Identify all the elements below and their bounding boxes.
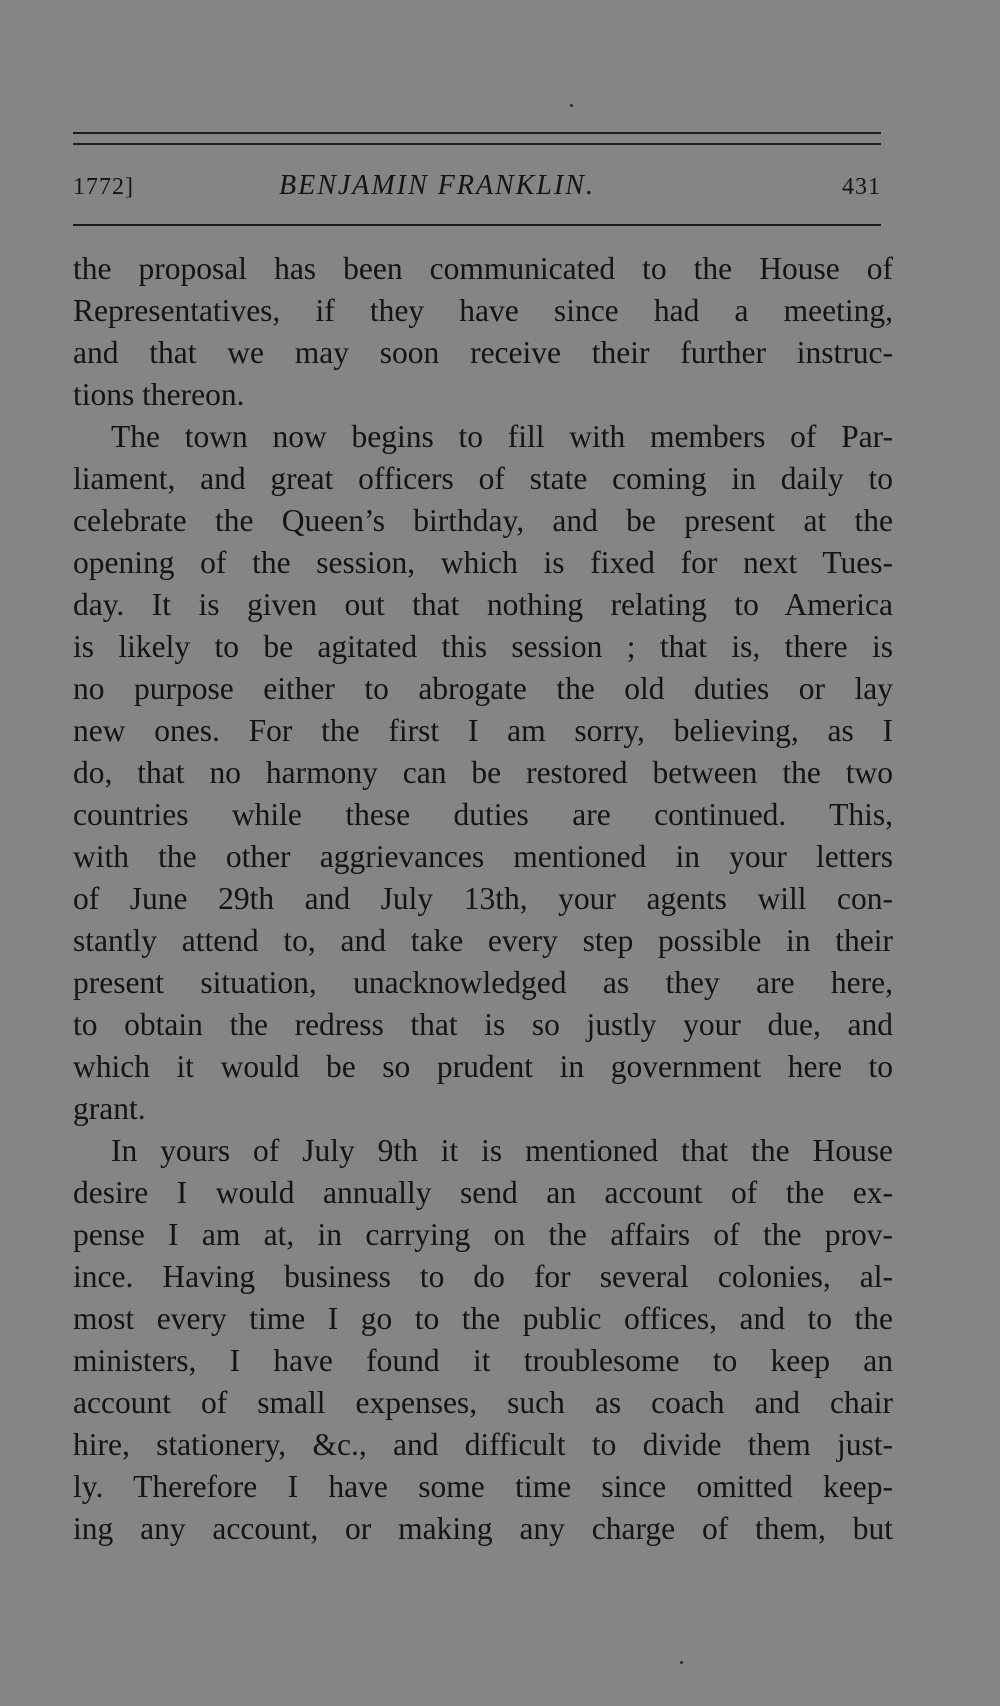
header-title: BENJAMIN FRANKLIN.: [279, 170, 595, 201]
text-line: Representatives, if they have since had a meeting,: [73, 293, 893, 328]
text-line: do, that no harmony can be restored between the two: [73, 755, 893, 790]
text-line: The town now begins to fill with members of Par-: [111, 419, 893, 454]
text-line: ing any account, or making any charge of them, but: [73, 1511, 893, 1546]
text-line: account of small expenses, such as coach and chair: [73, 1385, 893, 1420]
text-line: and that we may soon receive their further instruc-: [73, 335, 893, 370]
text-line: ministers, I have found it troublesome to keep an: [73, 1343, 893, 1378]
text-line: opening of the session, which is fixed for next Tues-: [73, 545, 893, 580]
header-rule-top: [73, 132, 881, 134]
text-line: is likely to be agitated this session ; that is, there is: [73, 629, 893, 664]
text-line: ince. Having business to do for several colonies, al-: [73, 1259, 893, 1294]
text-line: liament, and great officers of state coming in daily to: [73, 461, 893, 496]
text-line: grant.: [73, 1091, 146, 1126]
text-line: no purpose either to abrogate the old duties or lay: [73, 671, 893, 706]
text-line: present situation, unacknowledged as they are here,: [73, 965, 893, 1000]
scan-speck: [570, 104, 573, 107]
text-line: new ones. For the first I am sorry, believing, as I: [73, 713, 893, 748]
header-year: 1772]: [73, 174, 134, 200]
text-line: which it would be so prudent in government here to: [73, 1049, 893, 1084]
body-text: [73, 248, 893, 1550]
text-line: the proposal has been communicated to the House of: [73, 251, 893, 286]
text-line: hire, stationery, &c., and difficult to divide them just-: [73, 1427, 893, 1462]
text-line: most every time I go to the public offices, and to the: [73, 1301, 893, 1336]
text-line: countries while these duties are continued. This,: [73, 797, 893, 832]
text-line: day. It is given out that nothing relating to America: [73, 587, 893, 622]
text-line: ly. Therefore I have some time since omitted keep-: [73, 1469, 893, 1504]
header-rule-bottom: [73, 224, 881, 226]
text-line: pense I am at, in carrying on the affairs of the prov-: [73, 1217, 893, 1252]
text-line: stantly attend to, and take every step possible in their: [73, 923, 893, 958]
scan-speck: [680, 1661, 683, 1664]
text-line: desire I would annually send an account of the ex-: [73, 1175, 893, 1210]
text-line: celebrate the Queen’s birthday, and be present at the: [73, 503, 893, 538]
page-number: 431: [842, 174, 881, 200]
text-line: to obtain the redress that is so justly your due, and: [73, 1007, 893, 1042]
text-line: with the other aggrievances mentioned in your letters: [73, 839, 893, 874]
header-rule-second: [73, 143, 881, 145]
text-line: tions thereon.: [73, 377, 245, 412]
running-header: [73, 168, 881, 208]
text-line: of June 29th and July 13th, your agents will con-: [73, 881, 893, 916]
text-line: In yours of July 9th it is mentioned that the House: [111, 1133, 893, 1168]
